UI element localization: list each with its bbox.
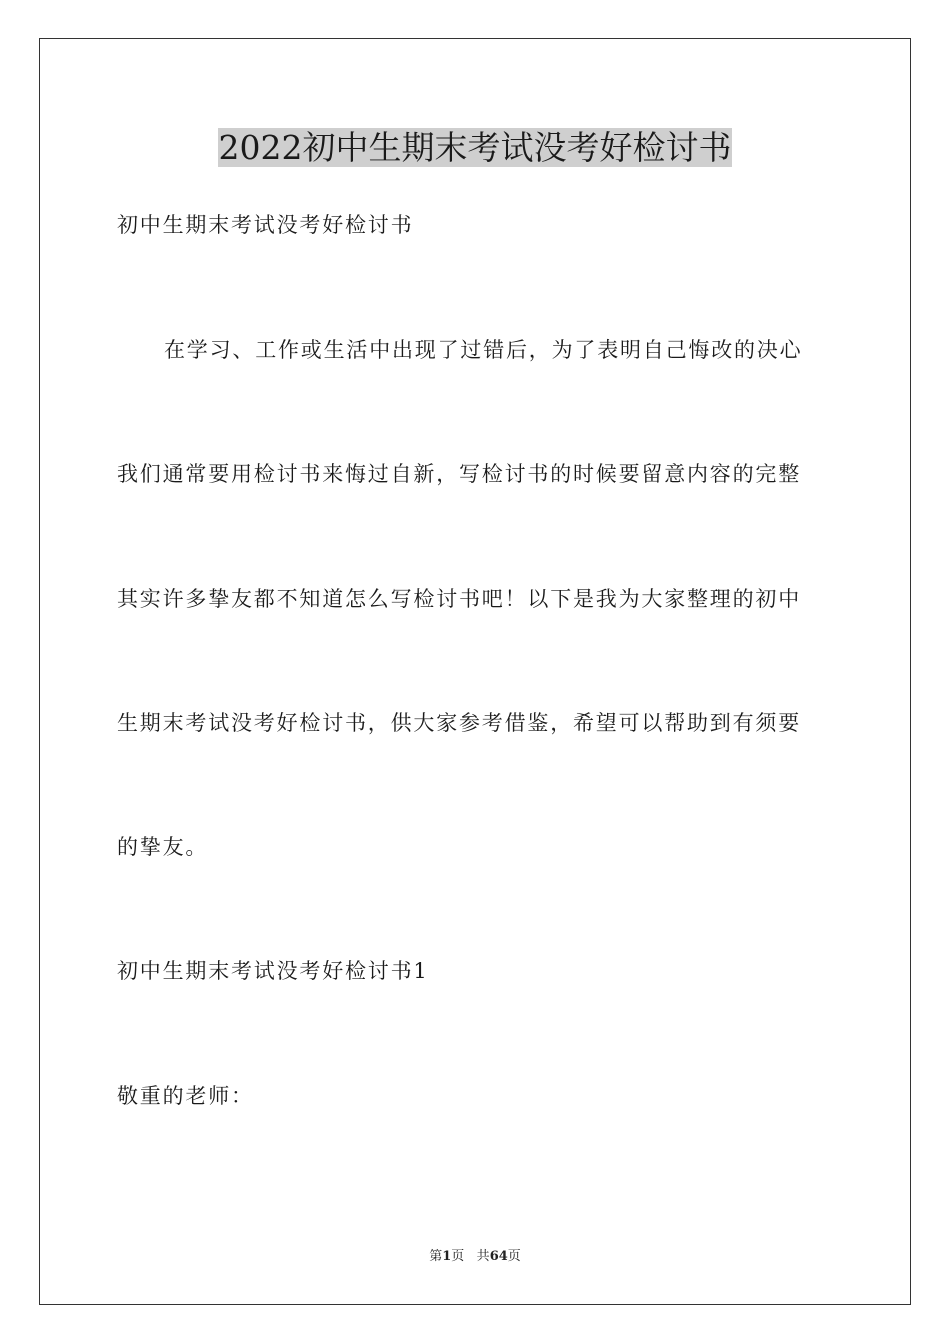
salutation: 敬重的老师：: [117, 1084, 254, 1108]
footer-total-suffix: 页: [507, 1249, 521, 1264]
intro-line-3: 其实许多挚友都不知道怎么写检讨书吧！以下是我为大家整理的初中: [117, 587, 801, 611]
intro-line-2: 我们通常要用检讨书来悔过自新，写检讨书的时候要留意内容的完整: [117, 462, 801, 486]
footer-total-pages: 64: [489, 1249, 508, 1264]
document-subtitle: 初中生期末考试没考好检讨书: [117, 213, 414, 237]
document-title: [0, 128, 950, 168]
footer-total-prefix: 共: [476, 1249, 490, 1264]
section-heading: 初中生期末考试没考好检讨书1: [117, 959, 429, 983]
intro-line-1: 在学习、工作或生活中出现了过错后，为了表明自己悔改的决心: [164, 338, 803, 362]
footer-page-suffix: 页: [451, 1249, 465, 1264]
document-title-text: 2022初中生期末考试没考好检讨书: [218, 128, 732, 167]
footer-page-prefix: 第: [429, 1249, 443, 1264]
intro-line-5: 的挚友。: [117, 835, 209, 859]
page-footer: [0, 1248, 950, 1266]
intro-line-4: 生期末考试没考好检讨书，供大家参考借鉴，希望可以帮助到有须要: [117, 711, 801, 735]
footer-page-number: 1: [442, 1249, 452, 1264]
